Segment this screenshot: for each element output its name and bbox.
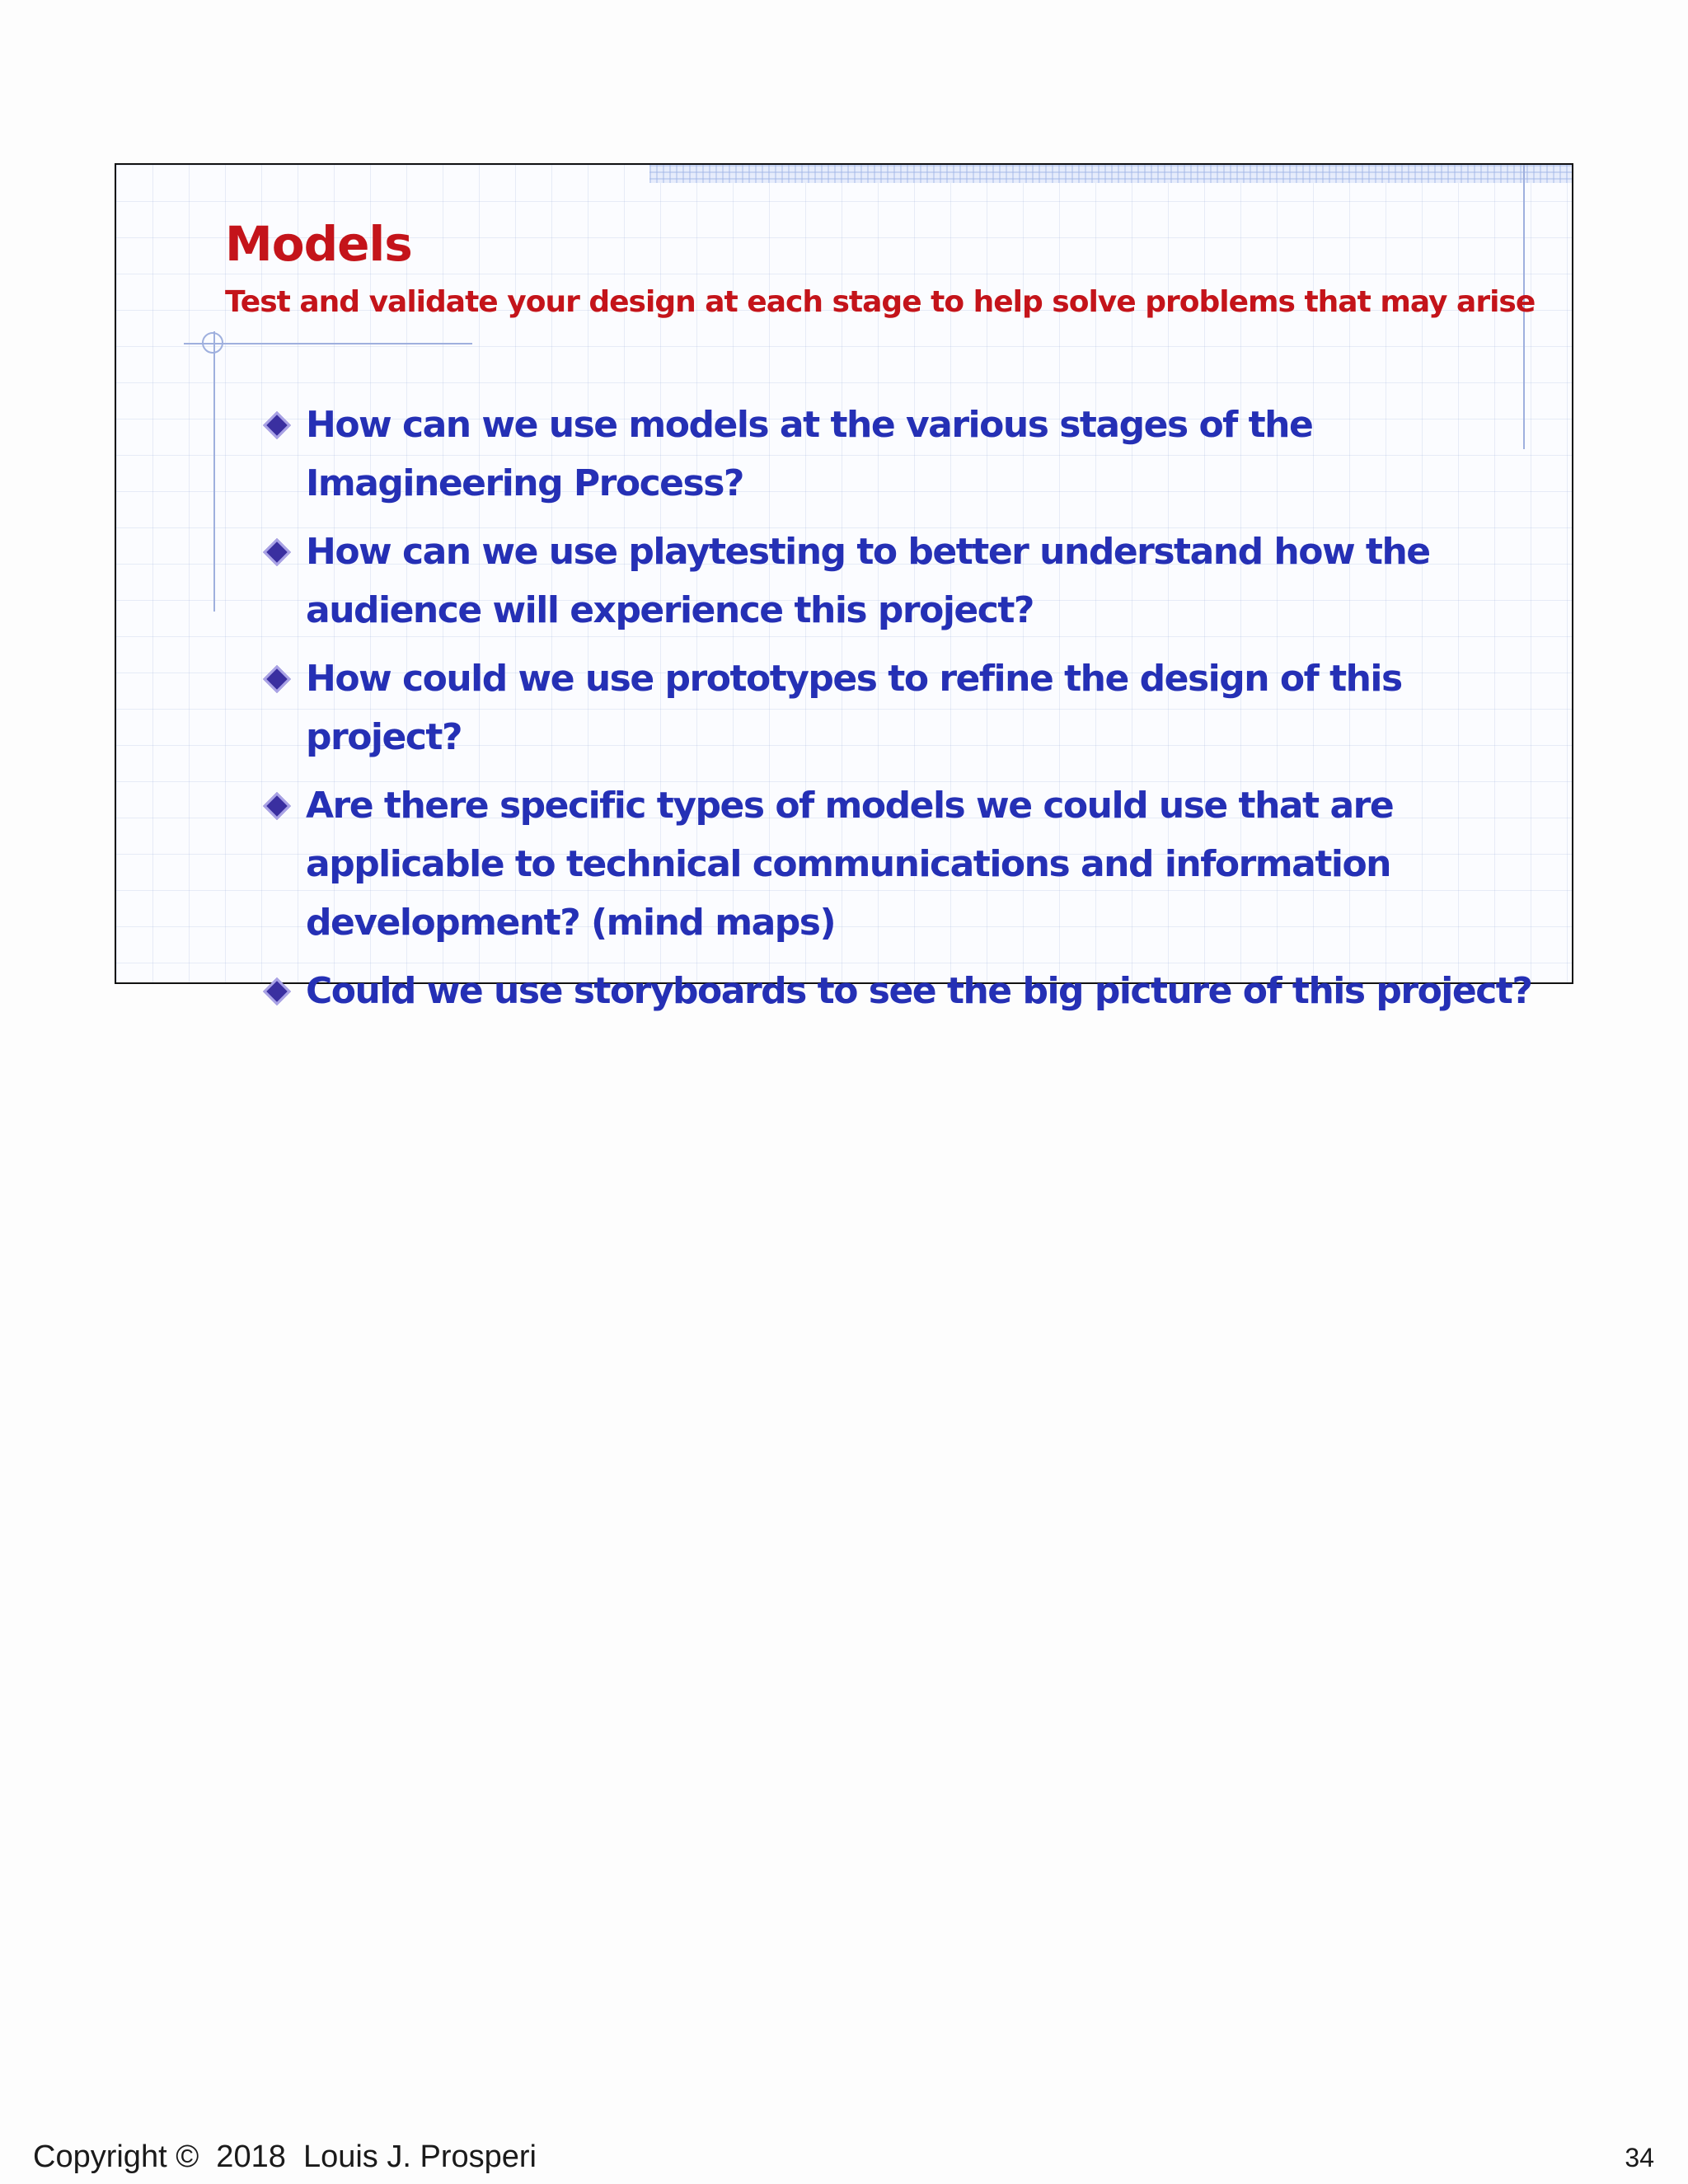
bullet-text: How could we use prototypes to refine the design of this project? bbox=[306, 658, 1402, 758]
bullet-item bbox=[260, 776, 1546, 952]
bullet-list bbox=[260, 396, 1546, 1030]
bullet-text: Could we use storyboards to see the big picture of this project? bbox=[306, 970, 1532, 1012]
decorative-top-band bbox=[649, 165, 1572, 183]
bullet-item bbox=[260, 396, 1546, 513]
copyright-notice: Copyright © 2018 Louis J. Prosperi bbox=[33, 2139, 537, 2174]
slide-subtitle: Test and validate your design at each stage to help solve problems that may arise bbox=[225, 285, 1536, 319]
decorative-left-line bbox=[213, 331, 215, 612]
diamond-bullet-icon bbox=[263, 977, 291, 1005]
bullet-text: How can we use models at the various stages of the Imagineering Process? bbox=[306, 404, 1313, 504]
diamond-bullet-icon bbox=[263, 411, 291, 439]
bullet-item bbox=[260, 523, 1546, 640]
diamond-bullet-icon bbox=[263, 665, 291, 693]
slide-frame bbox=[115, 163, 1573, 1012]
diamond-bullet-icon bbox=[263, 792, 291, 820]
bullet-text: How can we use playtesting to better understand how the audience will experience this project? bbox=[306, 531, 1430, 631]
diamond-bullet-icon bbox=[263, 538, 291, 566]
bullet-text: Are there specific types of models we could use that are applicable to technical communications and information development? (mind maps) bbox=[306, 785, 1394, 944]
slide-title: Models bbox=[225, 216, 412, 272]
decorative-title-rule bbox=[184, 343, 472, 344]
page-number: 34 bbox=[1625, 2143, 1654, 2172]
bullet-item bbox=[260, 962, 1546, 1020]
bullet-item bbox=[260, 649, 1546, 766]
crosshair-icon bbox=[202, 332, 223, 354]
